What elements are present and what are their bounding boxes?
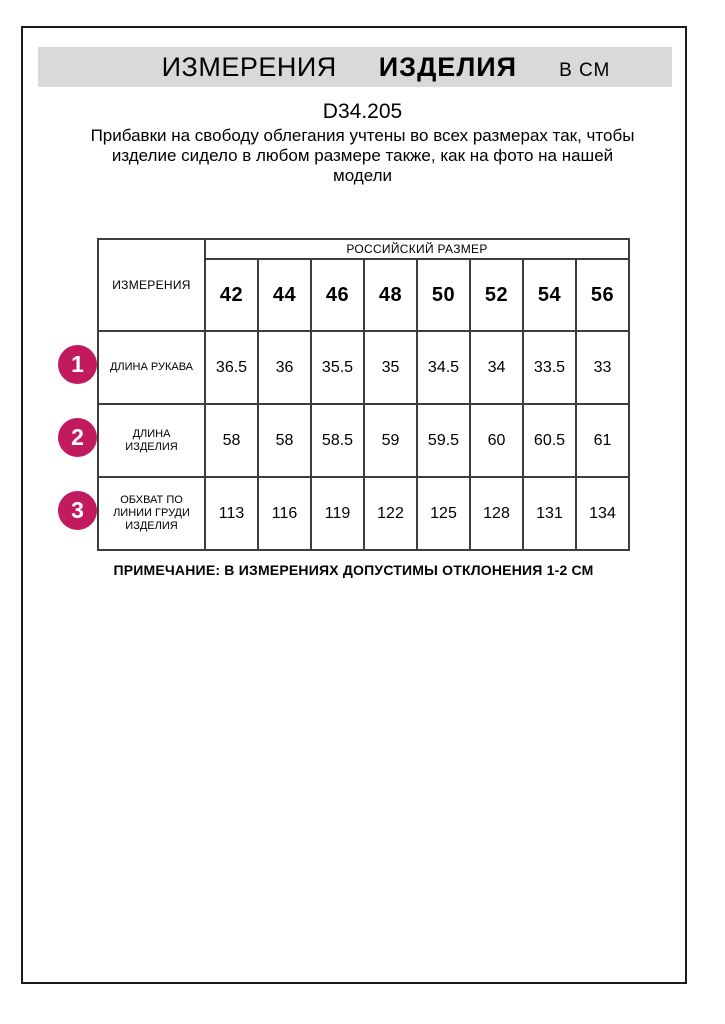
fit-description — [0, 126, 725, 186]
value-cell: 34 — [470, 331, 523, 404]
row-number-badge-2: 2 — [58, 418, 97, 457]
value-cell: 58 — [258, 404, 311, 477]
russian-size-header: РОССИЙСКИЙ РАЗМЕР — [205, 239, 629, 259]
table-row-chest-girth — [98, 477, 629, 550]
row-number-badge-3: 3 — [58, 491, 97, 530]
value-cell: 34.5 — [417, 331, 470, 404]
value-cell: 116 — [258, 477, 311, 550]
value-cell: 128 — [470, 477, 523, 550]
value-cell: 33.5 — [523, 331, 576, 404]
measurements-table — [97, 238, 630, 551]
title-band — [38, 47, 672, 87]
size-header: 48 — [364, 259, 417, 331]
size-group-header-row — [98, 239, 629, 259]
value-cell: 122 — [364, 477, 417, 550]
value-cell: 58 — [205, 404, 258, 477]
row-label: ДЛИНА РУКАВА — [98, 331, 205, 404]
title-unit-cm: В СМ — [559, 59, 611, 81]
size-header: 44 — [258, 259, 311, 331]
title-measurements: ИЗМЕРЕНИЯ — [161, 51, 337, 82]
value-cell: 36 — [258, 331, 311, 404]
value-cell: 35 — [364, 331, 417, 404]
description-line: Прибавки на свободу облегания учтены во всех размерах так, чтобы — [90, 126, 635, 145]
measurements-column-header: ИЗМЕРЕНИЯ — [98, 239, 205, 331]
size-header: 42 — [205, 259, 258, 331]
row-label: ДЛИНА ИЗДЕЛИЯ — [98, 404, 205, 477]
model-code: D34.205 — [322, 100, 403, 123]
row-number-badge-1: 1 — [58, 345, 97, 384]
description-line: модели — [333, 166, 392, 185]
value-cell: 59.5 — [417, 404, 470, 477]
value-cell: 134 — [576, 477, 629, 550]
size-header: 50 — [417, 259, 470, 331]
value-cell: 58.5 — [311, 404, 364, 477]
size-header: 54 — [523, 259, 576, 331]
size-header: 52 — [470, 259, 523, 331]
title-row — [162, 52, 611, 83]
size-header: 56 — [576, 259, 629, 331]
value-cell: 119 — [311, 477, 364, 550]
value-cell: 61 — [576, 404, 629, 477]
value-cell: 60.5 — [523, 404, 576, 477]
size-header: 46 — [311, 259, 364, 331]
value-cell: 60 — [470, 404, 523, 477]
description-line: изделие сидело в любом размере также, как на фото на нашей — [111, 146, 614, 165]
table-row-product-length — [98, 404, 629, 477]
value-cell: 125 — [417, 477, 470, 550]
row-label: ОБХВАТ ПО ЛИНИИ ГРУДИ ИЗДЕЛИЯ — [98, 477, 205, 550]
value-cell: 113 — [205, 477, 258, 550]
title-product: ИЗДЕЛИЯ — [378, 51, 518, 82]
value-cell: 36.5 — [205, 331, 258, 404]
table-row-sleeve-length — [98, 331, 629, 404]
value-cell: 35.5 — [311, 331, 364, 404]
tolerance-note: ПРИМЕЧАНИЕ: В ИЗМЕРЕНИЯХ ДОПУСТИМЫ ОТКЛОНЕНИЯ 1-2 СМ — [113, 562, 594, 578]
value-cell: 131 — [523, 477, 576, 550]
value-cell: 59 — [364, 404, 417, 477]
value-cell: 33 — [576, 331, 629, 404]
